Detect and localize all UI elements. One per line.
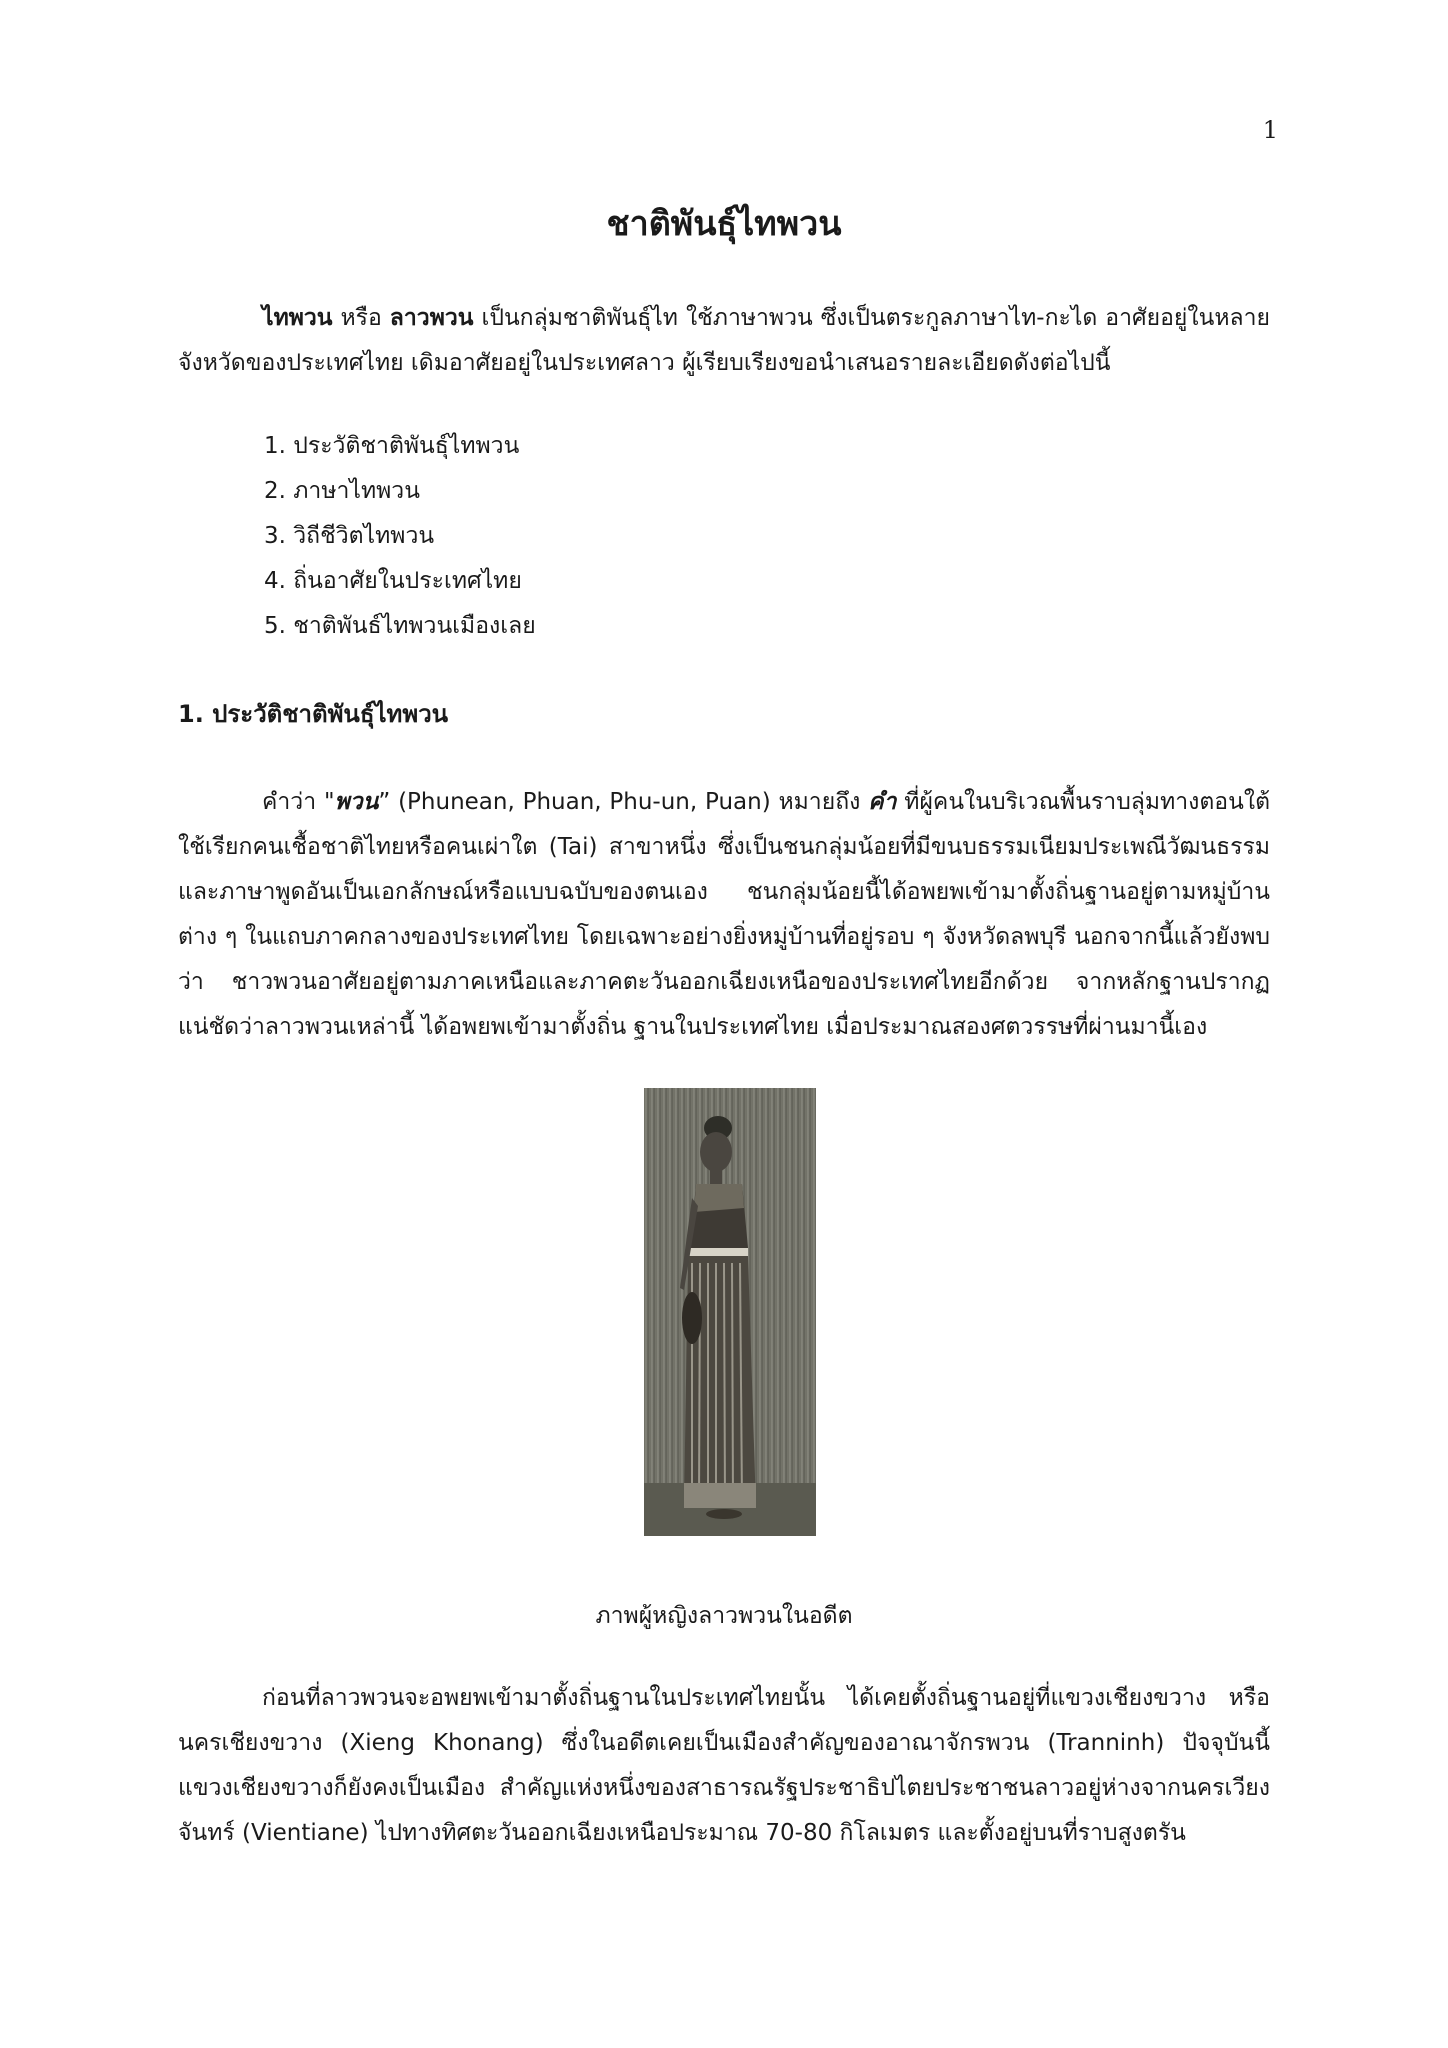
historical-photo [644,1088,816,1536]
history-rest: ที่ผู้คนในบริเวณพื้นราบลุ่มทางตอนใต้ใช้เรียกคนเชื้อชาติไทยหรือคนเผ่าใต (Tai) สาขาหนึ่ง ซึ่งเป็นชนกลุ่มน้อยที่มีขนบธรรมเนียมประเพณีวัฒนธรรมและภาษาพูดอันเป็นเอกลักษณ์หรือแบบฉบับของตนเอง ชนกลุ่มน้อยนี้ได้อพยพเข้ามาตั้งถิ่นฐานอยู่ตามหมู่บ้านต่าง ๆ ในแถบภาคกลางของประเทศไทย โดยเฉพาะอย่างยิ่งหมู่บ้านที่อยู่รอบ ๆ จังหวัดลพบุรี นอกจากนี้แล้วยังพบว่า ชาวพวนอาศัยอยู่ตามภาคเหนือและภาคตะวันออกเฉียงเหนือของประเทศไทยอีกด้วย จากหลักฐานปรากฏแน่ชัดว่าลาวพวนเหล่านี้ ได้อพยพเข้ามาตั้งถิ่น ฐานในประเทศไทย เมื่อประมาณสองศตวรรษที่ผ่านมานี้เอง [178,789,1271,1040]
history-word-kham: คำ [868,789,897,815]
photo-caption: ภาพผู้หญิงลาวพวนในอดีต [595,1603,853,1629]
intro-term-taipuan: ไทพวน [262,305,333,331]
migration-paragraph [178,1676,1270,1856]
page-number: 1 [1262,116,1278,144]
migration-text: ก่อนที่ลาวพวนจะอพยพเข้ามาตั้งถิ่นฐานในประเทศไทยนั้น ได้เคยตั้งถิ่นฐานอยู่ที่แขวงเชียงขวาง หรือนครเชียงขวาง (Xieng Khonang) ซึ่งในอดีตเคยเป็นเมืองสำคัญของอาณาจักรพวน (Tranninh) ปัจจุบันนี้แขวงเชียงขวางก็ยังคงเป็นเมือง สำคัญแห่งหนึ่งของสาธารณรัฐประชาธิปไตยประชาชนลาวอยู่ห่างจากนครเวียงจันทร์ (Vientiane) ไปทางทิศตะวันออกเฉียงเหนือประมาณ 70-80 กิโลเมตร และตั้งอยู่บนที่ราบสูงตรัน [178,1685,1270,1846]
section-heading-history: 1. ประวัติชาติพันธุ์ไทพวน [178,700,449,728]
history-word-puan: พวน [334,789,379,815]
woman-figure-illustration [644,1088,816,1536]
intro-conj: หรือ [332,305,390,331]
table-of-contents [264,424,536,649]
intro-term-laopuan: ลาวพวน [389,305,474,331]
history-paragraph [178,780,1270,1050]
history-mid: ” (Phunean, Phuan, Phu-un, Puan) หมายถึง [378,789,869,815]
toc-item: 3. วิถีชีวิตไทพวน [264,523,435,549]
history-pre: คำว่า " [262,789,335,815]
toc-item: 1. ประวัติชาติพันธุ์ไทพวน [264,433,520,459]
intro-rest: เป็นกลุ่มชาติพันธุ์ไท ใช้ภาษาพวน ซึ่งเป็นตระกูลภาษาไท-กะได อาศัยอยู่ในหลายจังหวัดของประเทศไทย เดิมอาศัยอยู่ในประเทศลาว ผู้เรียบเรียงขอนำเสนอรายละเอียดดังต่อไปนี้ [178,305,1271,376]
page-title: ชาติพันธุ์ไทพวน [606,204,842,244]
intro-paragraph [178,296,1270,386]
toc-item: 5. ชาติพันธ์ไทพวนเมืองเลย [264,613,536,639]
toc-item: 4. ถิ่นอาศัยในประเทศไทย [264,568,522,594]
toc-item: 2. ภาษาไทพวน [264,478,420,504]
